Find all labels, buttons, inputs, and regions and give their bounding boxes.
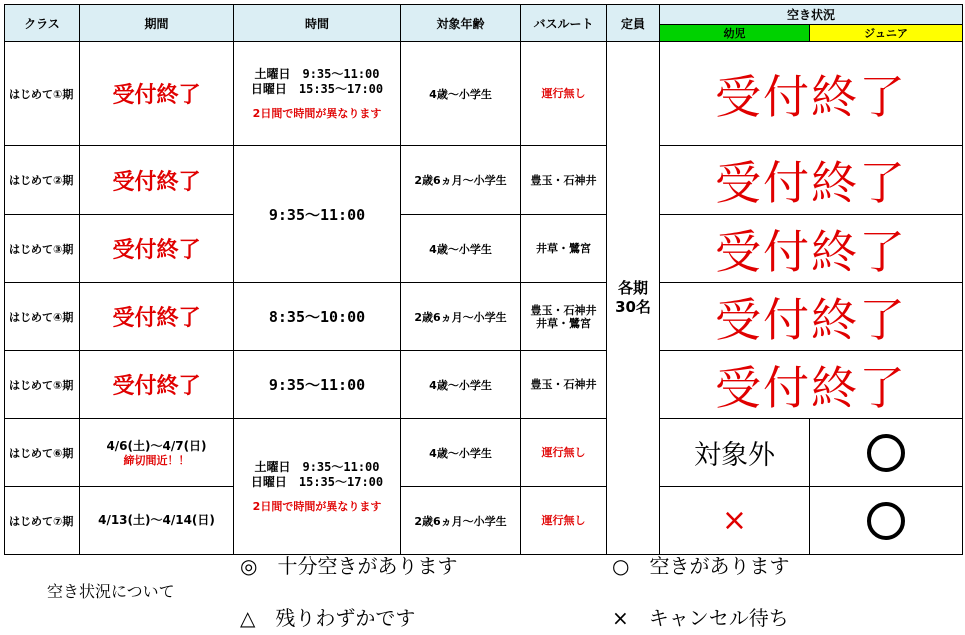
legend-plenty: ◎ 十分空きがあります (240, 554, 458, 578)
table-row (5, 215, 963, 283)
time-single: 9:35～11:00 (234, 351, 401, 419)
circle-icon (867, 434, 905, 472)
time-note: 2日間で時間が異なります (252, 106, 382, 120)
legend-title: 空き状況について (47, 582, 175, 601)
capacity-line2: 30名 (615, 298, 651, 316)
target-age: 4歳～小学生 (401, 215, 521, 283)
availability-closed: 受付終了 (660, 146, 963, 215)
class-name: はじめて③期 (5, 215, 80, 283)
period-cell (80, 419, 234, 487)
class-name: はじめて②期 (5, 146, 80, 215)
table-row (5, 146, 963, 215)
legend-few: △ 残りわずかです (240, 606, 416, 630)
class-name: はじめて①期 (5, 42, 80, 146)
target-age: 4歳～小学生 (401, 419, 521, 487)
header-age: 対象年齢 (401, 5, 521, 42)
class-name: はじめて⑤期 (5, 351, 80, 419)
period-closed: 受付終了 (80, 146, 234, 215)
availability-closed: 受付終了 (660, 283, 963, 351)
bus-route: 井草・鷺宮 (521, 215, 607, 283)
class-name: はじめて⑦期 (5, 487, 80, 555)
time-note: 2日間で時間が異なります (252, 499, 382, 513)
target-age: 2歳6ヵ月～小学生 (401, 283, 521, 351)
period-closed: 受付終了 (80, 283, 234, 351)
target-age: 4歳～小学生 (401, 351, 521, 419)
time-cell (234, 42, 401, 146)
header-bus: バスルート (521, 5, 607, 42)
table-row (5, 351, 963, 419)
availability-closed: 受付終了 (660, 215, 963, 283)
bus-route (521, 283, 607, 351)
time-cell (234, 419, 401, 555)
availability-closed: 受付終了 (660, 351, 963, 419)
period-closed: 受付終了 (80, 42, 234, 146)
period-deadline-note: 締切間近！！ (123, 453, 190, 467)
header-availability: 空き状況 (660, 5, 963, 25)
bus-route: 運行無し (521, 42, 607, 146)
target-age: 4歳～小学生 (401, 42, 521, 146)
legend-waitlist: × キャンセル待ち (612, 606, 789, 630)
bus-route: 運行無し (521, 487, 607, 555)
capacity-cell (607, 42, 660, 555)
time-saturday: 土曜日 9:35～11:00 (254, 459, 380, 474)
class-name: はじめて⑥期 (5, 419, 80, 487)
circle-icon (867, 502, 905, 540)
time-single: 8:35～10:00 (234, 283, 401, 351)
header-time: 時間 (234, 5, 401, 42)
period-closed: 受付終了 (80, 215, 234, 283)
time-sunday: 日曜日 15:35～17:00 (250, 81, 384, 96)
table-row (5, 487, 963, 555)
table-row (5, 419, 963, 487)
class-name: はじめて④期 (5, 283, 80, 351)
bus-route: 豊玉・石神井 (521, 351, 607, 419)
header-capacity: 定員 (607, 5, 660, 42)
time-saturday: 土曜日 9:35～11:00 (254, 66, 380, 81)
availability-junior (810, 487, 963, 555)
table-row (5, 283, 963, 351)
target-age: 2歳6ヵ月～小学生 (401, 487, 521, 555)
period-dates: 4/6(土)～4/7(日) (106, 438, 207, 453)
time-shared: 9:35～11:00 (234, 146, 401, 283)
capacity-line1: 各期 (617, 279, 648, 297)
bus-route: 運行無し (521, 419, 607, 487)
table-row (5, 42, 963, 146)
availability-infant: 対象外 (660, 419, 810, 487)
period-closed: 受付終了 (80, 351, 234, 419)
period-dates: 4/13(土)～4/14(日) (80, 487, 234, 555)
header-junior: ジュニア (810, 25, 963, 42)
time-sunday: 日曜日 15:35～17:00 (250, 474, 384, 489)
bus-route-line1: 豊玉・石神井 (530, 303, 597, 317)
availability-junior (810, 419, 963, 487)
target-age: 2歳6ヵ月～小学生 (401, 146, 521, 215)
header-period: 期間 (80, 5, 234, 42)
legend-available: ○ 空きがあります (612, 554, 790, 578)
schedule-table (4, 4, 963, 555)
bus-route: 豊玉・石神井 (521, 146, 607, 215)
availability-closed: 受付終了 (660, 42, 963, 146)
bus-route-line2: 井草・鷺宮 (536, 316, 591, 330)
availability-infant: × (660, 487, 810, 555)
header-infant: 幼児 (660, 25, 810, 42)
header-class: クラス (5, 5, 80, 42)
